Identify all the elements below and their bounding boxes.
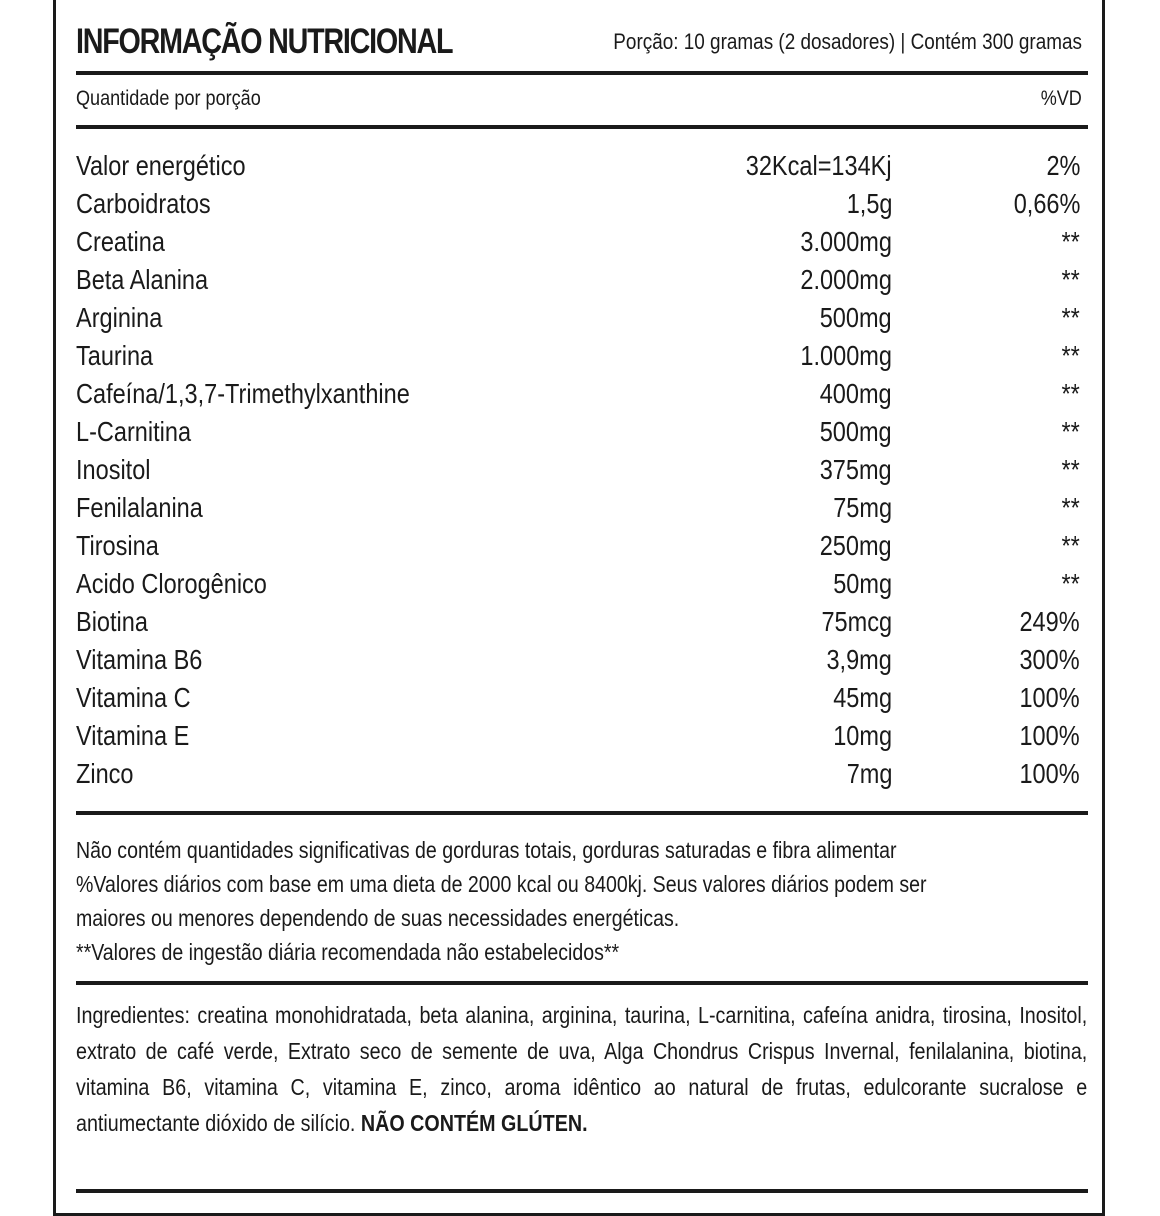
nutrient-table bbox=[76, 147, 1088, 793]
nutrient-daily-value: 100% bbox=[1019, 758, 1080, 789]
nutrient-row bbox=[76, 223, 1088, 261]
nutrient-name: Vitamina B6 bbox=[76, 644, 203, 675]
nutrient-name: Tirosina bbox=[76, 530, 159, 561]
nutrient-row bbox=[76, 641, 1088, 679]
nutrient-amount: 75mg bbox=[833, 492, 892, 523]
nutrient-amount: 500mg bbox=[820, 302, 892, 333]
nutrient-name: Fenilalanina bbox=[76, 492, 203, 523]
nutrient-daily-value: 100% bbox=[1019, 720, 1080, 751]
nutrient-amount: 375mg bbox=[820, 454, 892, 485]
label-header bbox=[76, 17, 1088, 67]
nutrient-name: Beta Alanina bbox=[76, 264, 209, 295]
nutrient-name: Acido Clorogênico bbox=[76, 568, 267, 599]
nutrient-amount: 1,5g bbox=[846, 188, 892, 219]
nutrient-daily-value: ** bbox=[1061, 264, 1080, 295]
footnotes bbox=[76, 833, 1088, 969]
nutrient-name: Biotina bbox=[76, 606, 148, 637]
nutrient-row bbox=[76, 261, 1088, 299]
footnotes-divider bbox=[76, 981, 1088, 985]
nutrient-name: Taurina bbox=[76, 340, 154, 371]
nutrient-daily-value: ** bbox=[1061, 454, 1080, 485]
column-header-divider bbox=[76, 125, 1088, 129]
nutrient-name: Zinco bbox=[76, 758, 134, 789]
nutrients-divider bbox=[76, 811, 1088, 815]
nutrient-amount: 50mg bbox=[833, 568, 892, 599]
nutrient-amount: 75mcg bbox=[821, 606, 892, 637]
nutrient-row bbox=[76, 489, 1088, 527]
nutrient-amount: 2.000mg bbox=[800, 264, 892, 295]
column-header-row bbox=[76, 87, 1082, 111]
ingredients-text bbox=[76, 997, 1087, 1141]
nutrient-row bbox=[76, 299, 1088, 337]
nutrient-name: Valor energético bbox=[76, 150, 246, 181]
nutrient-amount: 250mg bbox=[820, 530, 892, 561]
portion-info: Porção: 10 gramas (2 dosadores) | Contém 300 gramas bbox=[613, 29, 1082, 54]
footnote-line: %Valores diários com base em uma dieta de 2000 kcal ou 8400kj. Seus valores diários podem ser bbox=[76, 871, 927, 897]
nutrient-daily-value: ** bbox=[1061, 340, 1080, 371]
nutrient-daily-value: 300% bbox=[1019, 644, 1080, 675]
nutrient-row bbox=[76, 527, 1088, 565]
nutrient-daily-value: ** bbox=[1061, 530, 1080, 561]
footnote-line: maiores ou menores dependendo de suas necessidades energéticas. bbox=[76, 905, 680, 931]
nutrient-amount: 500mg bbox=[820, 416, 892, 447]
nutrient-daily-value: ** bbox=[1061, 492, 1080, 523]
nutrient-daily-value: ** bbox=[1061, 416, 1080, 447]
nutrient-daily-value: ** bbox=[1061, 568, 1080, 599]
nutrient-name: Cafeína/1,3,7-Trimethylxanthine bbox=[76, 378, 410, 409]
nutrient-row bbox=[76, 185, 1088, 223]
nutrient-amount: 10mg bbox=[833, 720, 892, 751]
nutrient-amount: 45mg bbox=[833, 682, 892, 713]
label-title: INFORMAÇÃO NUTRICIONAL bbox=[76, 22, 453, 61]
footnote-line: Não contém quantidades significativas de gorduras totais, gorduras saturadas e fibra alimentar bbox=[76, 837, 897, 863]
nutrient-daily-value: ** bbox=[1061, 302, 1080, 333]
nutrient-daily-value: 100% bbox=[1019, 682, 1080, 713]
nutrient-daily-value: 0,66% bbox=[1013, 188, 1080, 219]
nutrient-row bbox=[76, 565, 1088, 603]
nutrient-amount: 3,9mg bbox=[826, 644, 892, 675]
nutrient-name: Vitamina C bbox=[76, 682, 191, 713]
vd-column-label: %VD bbox=[1040, 87, 1082, 110]
quantity-per-portion-label: Quantidade por porção bbox=[76, 87, 261, 110]
header-divider bbox=[76, 71, 1088, 75]
nutrient-row bbox=[76, 717, 1088, 755]
nutrient-daily-value: 2% bbox=[1046, 150, 1080, 181]
nutrition-label bbox=[53, 0, 1105, 1216]
nutrient-name: Vitamina E bbox=[76, 720, 190, 751]
nutrient-row bbox=[76, 337, 1088, 375]
nutrient-amount: 7mg bbox=[846, 758, 892, 789]
nutrient-row bbox=[76, 679, 1088, 717]
nutrient-name: L-Carnitina bbox=[76, 416, 192, 447]
ingredients-list: Ingredientes: creatina monohidratada, beta alanina, arginina, taurina, L-carnitina, cafeína anidra, tirosina, Inositol, extrato de café verde, Extrato seco de semente de uva, Alga Chondrus Crispus Invernal, fenilalanina, biotina, vitamina B6, vitamina C, vitamina E, zinco, aroma idêntico ao natural de frutas, edulcorante sucralose e antiumectante dióxido de silício. bbox=[76, 1002, 1088, 1136]
nutrient-name: Inositol bbox=[76, 454, 151, 485]
nutrient-daily-value: ** bbox=[1061, 378, 1080, 409]
nutrient-name: Creatina bbox=[76, 226, 165, 257]
nutrient-name: Carboidratos bbox=[76, 188, 211, 219]
nutrient-daily-value: 249% bbox=[1019, 606, 1080, 637]
nutrient-daily-value: ** bbox=[1061, 226, 1080, 257]
nutrient-row bbox=[76, 451, 1088, 489]
bottom-divider bbox=[76, 1189, 1088, 1193]
nutrient-row bbox=[76, 603, 1088, 641]
nutrient-row bbox=[76, 375, 1088, 413]
gluten-warning: NÃO CONTÉM GLÚTEN. bbox=[360, 1110, 588, 1136]
nutrient-amount: 32Kcal=134Kj bbox=[746, 150, 892, 181]
nutrient-amount: 400mg bbox=[820, 378, 892, 409]
nutrient-name: Arginina bbox=[76, 302, 163, 333]
nutrient-row bbox=[76, 755, 1088, 793]
nutrient-row bbox=[76, 147, 1088, 185]
footnote-line: **Valores de ingestão diária recomendada não estabelecidos** bbox=[76, 939, 620, 965]
nutrient-row bbox=[76, 413, 1088, 451]
nutrient-amount: 1.000mg bbox=[800, 340, 892, 371]
nutrient-amount: 3.000mg bbox=[800, 226, 892, 257]
